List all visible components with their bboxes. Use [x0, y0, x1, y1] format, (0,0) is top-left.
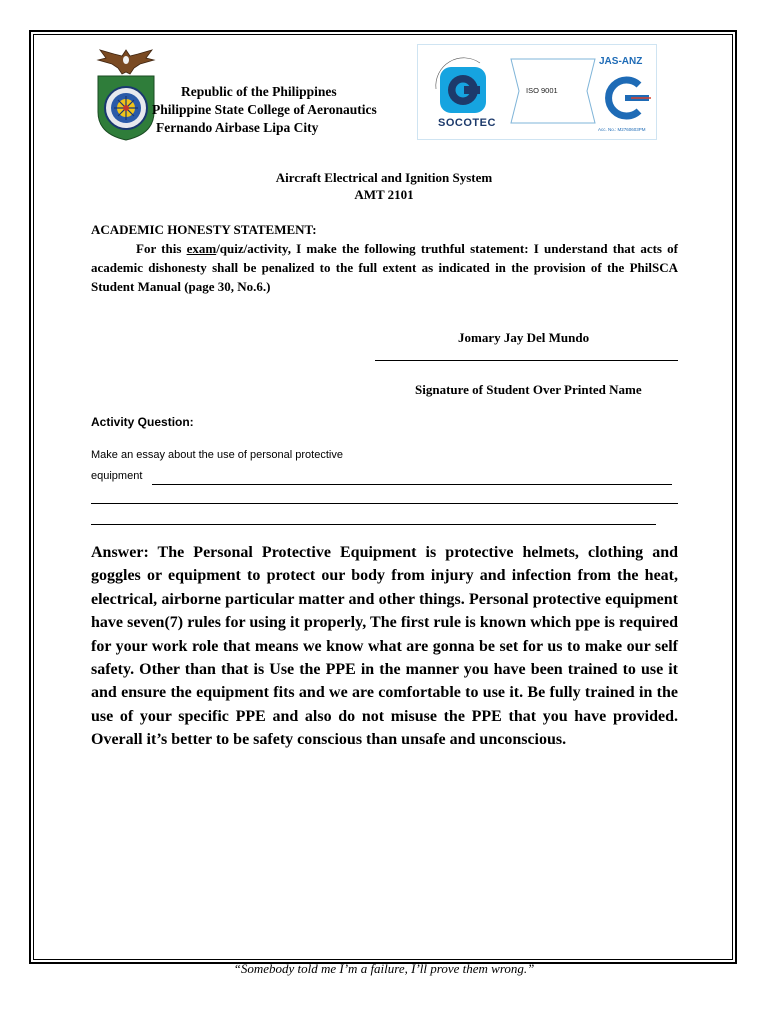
signature-line [375, 360, 678, 361]
header-republic: Republic of the Philippines [181, 84, 337, 99]
iso-label: ISO 9001 [526, 86, 558, 95]
activity-question-label: Activity Question: [91, 415, 194, 429]
header-college: Philippine State College of Aeronautics [152, 102, 377, 117]
answer-blank-line [152, 484, 672, 485]
honesty-heading: ACADEMIC HONESTY STATEMENT: [91, 222, 317, 237]
college-seal-logo [94, 46, 158, 142]
honesty-statement [91, 239, 678, 296]
certification-logos [417, 44, 657, 140]
activity-prompt-line1: Make an essay about the use of personal protective [91, 449, 343, 461]
institution-header [152, 83, 377, 137]
answer-essay: Answer: The Personal Protective Equipment is protective helmets, clothing and goggles or equipment to protect our body from injury and infection from the heat, electrical, airborne particular matter and other things. Personal protective equipment have seven(7) rules for using it properly, The first rule is known which ppe is required for your work role that means we know what are gonna be set for us to make our self safety. Other than that is Use the PPE in the manner you have been trained to use it and ensure the equipment fits and we are comfortable to use it. Be fully trained in the use of your specific PPE and also do not misuse the PPE that you have provided. Overall it’s better to be safety conscious than unsafe and unconscious. [91, 544, 678, 749]
signature-label: Signature of Student Over Printed Name [415, 382, 642, 397]
footer-quote: “Somebody told me I’m a failure, I’ll prove them wrong.” [233, 961, 535, 976]
socotec-label: SOCOTEC [438, 117, 496, 129]
header-location: Fernando Airbase Lipa City [156, 120, 319, 135]
honesty-underlined-word: exam [186, 241, 217, 256]
student-name: Jomary Jay Del Mundo [458, 330, 590, 345]
accreditation-number: Acc. No.: M2760603PM [598, 127, 646, 132]
jas-anz-label: JAS-ANZ [599, 56, 643, 67]
jas-anz-logo-icon [601, 73, 653, 123]
answer-blank-line [91, 503, 678, 504]
answer-blank-line [91, 524, 656, 525]
honesty-prefix: For this [136, 241, 187, 256]
course-code: AMT 2101 [354, 187, 414, 202]
course-title: Aircraft Electrical and Ignition System [275, 170, 493, 185]
activity-prompt-line2: equipment [91, 470, 143, 482]
honesty-rest: /quiz/activity, I make the following truthful statement: I understand that acts of academic dishonesty shall be penalized to the full extent as indicated in the provision of the PhilSCA Student Manual (page 30, No.6.) [91, 241, 678, 294]
socotec-certification-icon [428, 53, 500, 117]
